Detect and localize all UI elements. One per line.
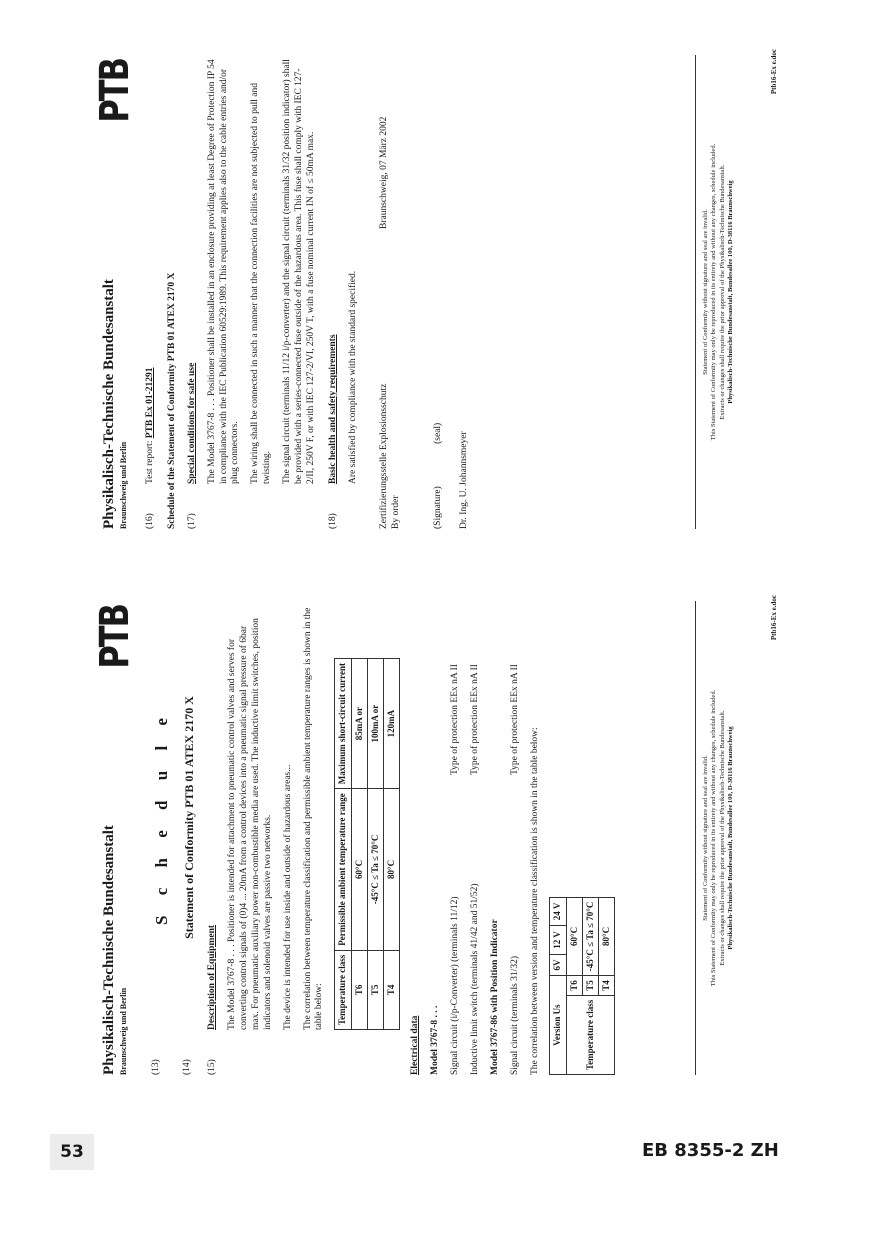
footer-line: This Statement of Conformity may only be reproduced in its entirety and without any changes, schedule included. (710, 143, 718, 441)
data-label: Signal circuit (terminals 31/32) (509, 956, 520, 1075)
table-row (367, 659, 383, 1030)
description-paragraph: The Model 3767-8 . . . Positioner is intended for attachment to pneumatic control valves and serves for converting control signals of (0)4 ... 20mA from a control devices into a pneumatic signal pressure of 6bar max. For pneumatic auxiliary power non-combustible media are used. The inductive limit switches, position indicators and solenoid valves are passive two networks. (227, 618, 273, 1030)
seal-label: (seal) (433, 422, 444, 444)
section-15 (207, 605, 400, 1075)
schedule-subtitle: Schedule of the Statement of Conformity PTB 01 ATEX 2170 X (166, 272, 177, 529)
table-row (566, 897, 582, 1074)
signatory-name: Dr. Ing. U. Johannsmeyer (459, 431, 469, 529)
section-18 (328, 59, 360, 529)
table-cell: -45°C ≤ Ta ≤ 70°C (582, 897, 598, 976)
table-cell: 80°C (599, 897, 615, 976)
ptb-logo: PTB (90, 605, 138, 669)
description-paragraph: The device is intended for use inside and outside of hazardous areas... (282, 764, 293, 1030)
table-header-row (550, 897, 566, 1074)
document-number: EB 8355-2 ZH (642, 1140, 779, 1161)
table-row (351, 659, 367, 1030)
table-cell: T5 (367, 950, 383, 1029)
footer-line: Extracts or changes shall require the prior approval of the Physikalisch-Technische Bundesanstalt. (718, 164, 726, 420)
table-cell: -45°C ≤ Ta ≤ 70°C (367, 789, 383, 951)
table-header: Temperature class (335, 950, 351, 1029)
org-city: Braunschweig und Berlin (119, 441, 128, 529)
table-header: Version Us (550, 976, 566, 1075)
section-number: (18) (327, 513, 338, 529)
file-id: Ptb16-Ex e.doc (770, 595, 778, 641)
file-id: Ptb16-Ex e.doc (770, 49, 778, 95)
footer-line: Physikalisch-Technische Bundesanstalt, Bundesallee 100, D-38116 Braunschweig (727, 726, 735, 950)
org-city: Braunschweig und Berlin (119, 987, 128, 1075)
footer-line: Extracts or changes shall require the prior approval of the Physikalisch-Technische Bundesanstalt. (718, 710, 726, 966)
section-number: (13) (151, 1059, 161, 1075)
schedule-page-2 (35, 19, 815, 565)
page-footer (695, 55, 736, 529)
data-pair (450, 605, 462, 1075)
by-order: By order (391, 495, 402, 529)
page-footer (695, 601, 736, 1075)
requirements-text: Are satisfied by compliance with the standard specified. (347, 270, 358, 484)
footer-line: Statement of Conformity without signature and seal are invalid. (702, 755, 709, 921)
org-name: Physikalisch-Technische Bundesanstalt (101, 279, 117, 529)
signature-label: (Signature) (433, 486, 444, 529)
description-paragraph: The correlation between temperature classification and permissible ambient temperature ranges is shown in the table below: (302, 607, 325, 1030)
certification-body-name: Zertifizierungsstelle Explosionsschutz (379, 383, 390, 529)
data-pair (510, 605, 522, 1075)
data-value: Type of protection EEx nA II (450, 664, 460, 775)
page-header (101, 279, 128, 529)
table-cell: 85mA or (351, 659, 367, 789)
table-cell: T6 (351, 950, 367, 1029)
data-label: Signal circuit (i/p-Converter) (terminals 11/12) (450, 896, 460, 1075)
place-date: Braunschweig, 07 März 2002 (379, 116, 390, 229)
rotated-certificate-sheet (35, 19, 815, 1111)
data-pair (470, 605, 482, 1075)
certification-body (379, 384, 403, 529)
page-body (145, 605, 615, 1075)
data-value: Type of protection EEx nA II (469, 664, 480, 775)
table-cell: 60°C (351, 789, 367, 951)
schedule-page-1 (35, 565, 815, 1111)
table-cell: T4 (599, 976, 615, 996)
version-table (549, 897, 615, 1075)
description-heading: Description of Equipment (207, 924, 218, 1030)
table-cell: T5 (582, 976, 598, 996)
condition-paragraph: The signal circuit (terminals 11/12 i/p-converter) and the signal circuit (terminals 31/32 position indicator) shall be provided with a series-connected fuse outside of the hazardous area. This fuse shall comply with IEC 127-2/II, 250V F, or with IEC 127-2/VI, 250V T, with a fuse nominal current IN of ≤ 50mA max. (282, 59, 316, 484)
data-label: Inductive limit switch (terminals 41/42 and 51/52) (469, 883, 480, 1075)
section-number: (14) (182, 1059, 193, 1075)
section-17 (187, 59, 318, 529)
section-16 (145, 59, 157, 529)
statement-title: Statement of Conformity PTB 01 ATEX 2170 X (182, 696, 197, 939)
signature-block (379, 59, 403, 529)
page-number: 53 (50, 1134, 94, 1170)
temperature-table (334, 658, 400, 1030)
test-report-value: PTB Ex 01-21291 (145, 367, 155, 439)
section-14 (182, 605, 197, 1075)
model-heading: Model 3767-86 with Position Indicator (489, 919, 500, 1075)
table-cell: 120mA (384, 659, 400, 789)
data-value: Type of protection EEx nA II (509, 664, 520, 775)
table-header: 6V (550, 954, 566, 975)
ptb-logo: PTB (90, 59, 138, 123)
condition-paragraph: The wiring shall be connected in such a manner that the connection facilities are not subjected to pull and twisting. (250, 83, 273, 484)
table-header: 24 V (550, 897, 566, 926)
table-header: 12 V (550, 926, 566, 955)
requirements-heading: Basic health and safety requirements (327, 334, 338, 484)
page-header (101, 825, 128, 1075)
org-name: Physikalisch-Technische Bundesanstalt (101, 825, 117, 1075)
signature-line (433, 59, 445, 529)
table-cell: T6 (566, 976, 582, 996)
table-row (384, 659, 400, 1030)
section-number: (16) (145, 513, 155, 529)
footer-line: This Statement of Conformity may only be reproduced in its entirety and without any changes, schedule included. (710, 689, 718, 987)
table-header-row (335, 659, 351, 1030)
page-body (145, 59, 479, 529)
description-paragraph: The correlation between version and temperature classification is shown in the table below: (529, 727, 540, 1075)
test-report-label: Test report: (145, 440, 155, 484)
table-header: Permissible ambient temperature range (335, 789, 351, 951)
section-number: (17) (186, 513, 197, 529)
footer-line: Statement of Conformity without signature and seal are invalid. (702, 209, 709, 375)
table-header: Maximum short-circuit current (335, 659, 351, 789)
footer-line: Physikalisch-Technische Bundesanstalt, Bundesallee 100, D-38116 Braunschweig (727, 180, 735, 404)
table-cell: 80°C (384, 789, 400, 951)
table-cell: 60°C (566, 897, 582, 976)
condition-paragraph: The Model 3767-8 . . . Positioner shall be installed in an enclosure providing at least Degree of Protection IP 54 in compliance with the IEC Publication 60529:1989. This requirement applies also to the cable entries and/or plug connectors. (206, 59, 241, 484)
table-cell: T4 (384, 950, 400, 1029)
table-cell: 100mA or (367, 659, 383, 789)
schedule-heading: S c h e d u l e (152, 710, 171, 925)
model-heading: Model 3767-8 . . . (430, 1005, 441, 1075)
section-number: (15) (207, 1059, 218, 1075)
conditions-heading: Special conditions for safe use (186, 362, 197, 484)
table-cell: Temperature class (566, 995, 615, 1074)
electrical-data-heading: Electrical data (410, 1015, 421, 1075)
section-13 (151, 605, 172, 1075)
